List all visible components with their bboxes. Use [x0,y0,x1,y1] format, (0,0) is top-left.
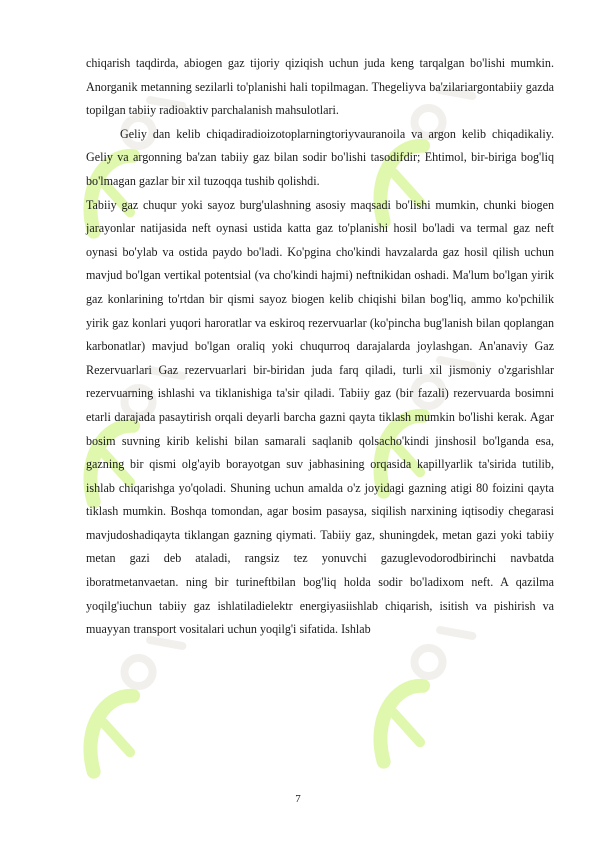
body-text [86,52,554,642]
paragraph-continuation: chiqarish taqdirda, abiogen gaz tijoriy qiziqish uchun juda keng tarqalgan bo'lishi mumkin. Anorganik metanning sezilarli to'planishi hali topilmagan. Thegeliyva ba'zilariargontabiiy gazda topilgan tabiiy radioaktiv parchalanish mahsulotlari. [86,56,554,118]
paragraph-natural-gas: Tabiiy gaz chuqur yoki sayoz burg'ulashning asosiy maqsadi bo'lishi mumkin, chunki biogen jarayonlar natijasida neft oynasi ustida katta gaz to'planishi hosil bo'ladi va termal gaz neft oynasi bo'ylab va ostida paydo bo'ladi. Ko'pgina cho'kindi havzalarda gaz hosil qilish uchun mavjud bo'lgan vertikal potentsial (va cho'kindi hajmi) neftnikidan oshadi. Ma'lum bo'lgan yirik gaz konlarining to'rtdan bir qismi sayoz biogen kelib chiqishi bilan bog'liq, ammo ko'pchilik yirik gaz konlari yuqori haroratlar va eskiroq rezervuarlar (ko'pincha bug'lanish bilan qoplangan karbonatlar) mavjud bo'lgan oraliq yoki chuqurroq darajalarda joylashgan. An'anaviy Gaz Rezervuarlari Gaz rezervuarlari bir-biridan juda farq qiladi, turli xil jismoniy o'zgarishlar rezervuarning ishlashi va tiklanishiga ta'sir qiladi. Tabiiy gaz (bir fazali) rezervuarda bosimni etarli darajada pasaytirish orqali deyarli barcha gazni qayta tiklash mumkin bo'lishi kerak. Agar bosim suvning kirib kelishi bilan samarali saqlanib qolsacho'kindi jinshosil bo'lganda esa, gazning bir qismi olg'ayib borayotgan suv jabhasining orqasida kapillyarlik ta'sirida tutilib, ishlab chiqarishga yo'qoladi. Shuning uchun amalda o'z joyidagi gazning atigi 80 foizini qayta tiklash mumkin. Boshqa tomondan, agar bosim pasaysa, siqilish narxining iqtisodiy chegarasi mavjudoshadiqayta tiklangan gazning qiymati. Tabiiy gaz, shuningdek, metan gazi yoki tabiiy metan gazi deb ataladi, rangsiz tez yonuvchi gazuglevodorodbirinchi navbatda iboratmetanvaetan. ning bir turineftbilan bog'liq holda sodir bo'ladixom neft. A qazilma yoqilg'iuchun tabiiy gaz ishlatiladielektr energiyasiishlab chiqarish, isitish va pishirish va muayyan transport vositalari uchun yoqilg'i sifatida. Ishlab [86,197,554,637]
paragraph-helium-argon: Geliy dan kelib chiqadiradioizotoplarningtoriyvauranoila va argon kelib chiqadikaliy. Geliy va argonning ba'zan tabiiy gaz bilan sodir bo'lishi tasodifdir; Ehtimol, bir-biriga bog'liq bo'lmagan gazlar bir xil tuzoqqa tushib qolishdi. [86,126,554,188]
page-number: 7 [295,793,301,805]
